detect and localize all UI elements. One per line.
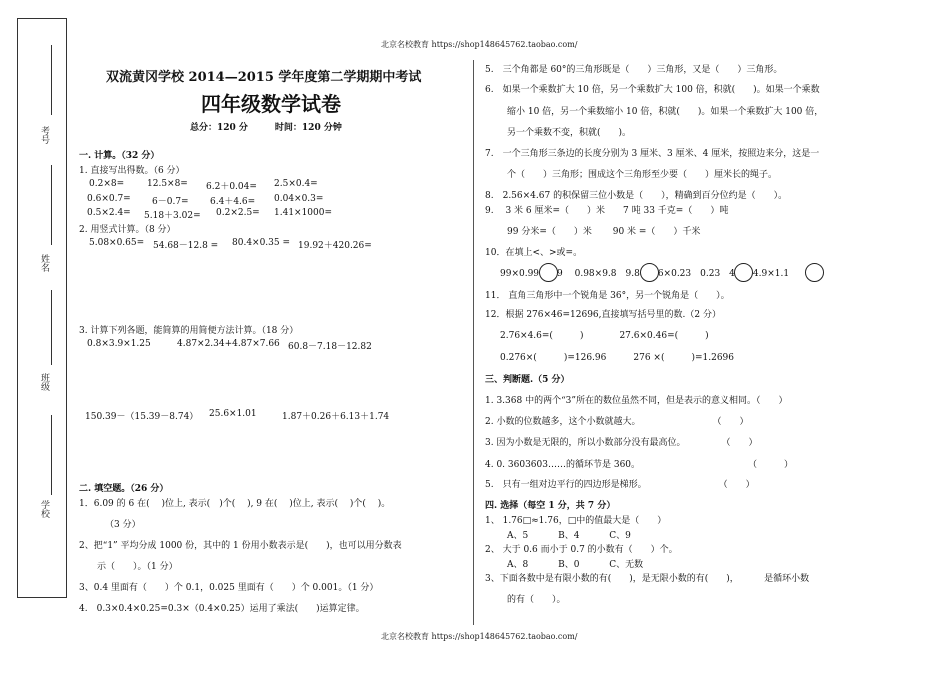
- side-line-2: [51, 165, 52, 245]
- school-title: 双流黄冈学校 2014—2015 学年度第二学期期中考试: [106, 70, 422, 85]
- fill-q6b: 缩小 10 倍，另一个乘数缩小 10 倍，积就( )。如果一个乘数扩大 100 倍，: [507, 107, 824, 117]
- side-name: 姓名: [39, 254, 49, 272]
- sec2-q2a: 2、把“1” 平均分成 1000 份，其中的 1 份用小数表示是( )，也可以用分数表: [79, 541, 402, 551]
- fill-q7a: 7. 一个三角形三条边的长度分别为 3 厘米、3 厘米、4 厘米，按照边来分，这是一: [485, 149, 820, 159]
- sec2-q4: 4. 0.3×0.4×0.25=0.3×（0.4×0.25）运用了乘法( )运算定律。: [79, 604, 365, 614]
- side-line-3: [51, 290, 52, 365]
- list-item: 0.6×0.7=: [87, 194, 131, 204]
- side-class: 班级: [39, 373, 49, 391]
- sec2-q2b: 示（ ）。（1 分）: [97, 562, 178, 572]
- list-item: 54.68－12.8 =: [153, 241, 219, 251]
- exam-meta: 总分：120 分 时间：120 分钟: [190, 123, 342, 133]
- side-line-4: [51, 415, 52, 495]
- side-exam-no: 考号: [39, 126, 49, 144]
- list-item: 80.4×0.35 =: [232, 238, 291, 248]
- list-item: 25.6×1.01: [209, 409, 257, 419]
- judge-1: 1. 3.368 中的两个“3”所在的数位虽然不同，但是表示的意义相同。（ ）: [485, 396, 788, 406]
- judge-5: 5. 只有一组对边平行的四边形是梯形。 （ ）: [485, 480, 755, 490]
- list-item: 4.87×2.34+4.87×7.66: [177, 339, 280, 349]
- choice-3b: 的有（ ）。: [507, 595, 566, 605]
- list-item: 6.4＋4.6=: [210, 197, 256, 207]
- choice-1-options: A、5 B、4 C、9: [507, 531, 631, 541]
- fill-q5: 5. 三个角都是 60°的三角形既是（ ）三角形，又是（ ）三角形。: [485, 65, 783, 75]
- choice-2-options: A、8 B、0 C、无数: [507, 560, 644, 570]
- page-title: 四年级数学试卷: [201, 92, 341, 116]
- compare-circle-2[interactable]: [640, 263, 659, 282]
- list-item: 0.04×0.3=: [274, 194, 324, 204]
- sec2-q1b: （3 分）: [105, 520, 141, 530]
- page-header: 北京名校教育 https://shop148645762.taobao.com/: [381, 40, 578, 49]
- sec2-heading: 二. 填空题。（26 分）: [79, 484, 169, 494]
- side-line-1: [51, 45, 52, 115]
- compare-circle-1[interactable]: [539, 263, 558, 282]
- sec2-q3: 3、0.4 里面有（ ）个 0.1，0.025 里面有（ ）个 0.001。（1 分）: [79, 583, 379, 593]
- choice-3a: 3、下面各数中是有限小数的有( )，是无限小数的有( )， 是循环小数: [485, 574, 810, 584]
- sec4-heading: 四. 选择（每空 1 分，共 7 分）: [485, 501, 616, 511]
- fill-q12-row1: 2.76×4.6=( ) 27.6×0.46=( ): [500, 331, 709, 341]
- choice-2: 2、 大于 0.6 而小于 0.7 的小数有（ ）个。: [485, 545, 678, 555]
- fill-q8: 8. 2.56×4.67 的积保留三位小数是（ ），精确到百分位约是（ ）。: [485, 191, 788, 201]
- list-item: 12.5×8=: [147, 179, 188, 189]
- sec1-q1: 1. 直接写出得数。（6 分）: [79, 166, 185, 176]
- fill-q10: 10．在填上<、>或=。: [485, 248, 583, 258]
- side-school: 学校: [39, 500, 49, 518]
- sec3-heading: 三、判断题.（5 分）: [485, 375, 570, 385]
- list-item: 0.2×2.5=: [216, 208, 260, 218]
- fill-q7b: 个（ ）三角形；围成这个三角形至少要（ ）厘米长的绳子。: [507, 170, 778, 180]
- list-item: 0.5×2.4=: [87, 208, 131, 218]
- sec1-heading: 一. 计算。（32 分）: [79, 151, 160, 161]
- sec1-q2: 2. 用竖式计算。（8 分）: [79, 225, 176, 235]
- list-item: 5.18＋3.02=: [144, 211, 201, 221]
- sec2-q1a: 1．6.09 的 6 在( )位上, 表示( )个( ), 9 在( )位上, 表示( )个( )。: [79, 499, 391, 509]
- list-item: 0.8×3.9×1.25: [87, 339, 151, 349]
- choice-1: 1、 1.76□≈1.76，□中的值最大是（ ）: [485, 516, 667, 526]
- fill-q11: 11． 直角三角形中一个锐角是 36°，另一个锐角是（ ）。: [485, 291, 730, 301]
- fill-q6c: 另一个乘数不变，积就( )。: [507, 128, 632, 138]
- fill-q10-row: 99×0.99 9 0.98×9.8 9.8 6×0.23 0.23 4 4.9×1.1: [500, 269, 790, 279]
- sec1-q3: 3. 计算下列各题，能简算的用简便方法计算。（18 分）: [79, 326, 299, 336]
- compare-circle-3[interactable]: [734, 263, 753, 282]
- list-item: 6.2＋0.04=: [206, 182, 257, 192]
- judge-3: 3. 因为小数是无限的，所以小数部分没有最高位。 （ ）: [485, 438, 758, 448]
- list-item: 6－0.7=: [152, 197, 189, 207]
- list-item: 0.2×8=: [89, 179, 125, 189]
- list-item: 19.92＋420.26=: [298, 241, 372, 251]
- fill-q12: 12．根据 276×46=12696,直接填写括号里的数.（2 分）: [485, 310, 721, 320]
- column-divider: [473, 60, 474, 625]
- list-item: 150.39－（15.39－8.74）: [85, 412, 199, 422]
- judge-4: 4. 0. 3603603……的循环节是 360。 （ ）: [485, 460, 794, 470]
- page-footer: 北京名校教育 https://shop148645762.taobao.com/: [381, 632, 578, 641]
- fill-q6a: 6. 如果一个乘数扩大 10 倍，另一个乘数扩大 100 倍，积就( )。如果一个乘数: [485, 85, 820, 95]
- fill-q9a: 9. 3 米 6 厘米=（ ）米 7 吨 33 千克=（ ）吨: [485, 206, 729, 216]
- judge-2: 2. 小数的位数越多，这个小数就越大。 （ ）: [485, 417, 749, 427]
- list-item: 60.8－7.18－12.82: [288, 342, 372, 352]
- list-item: 1.41×1000=: [274, 208, 333, 218]
- list-item: 2.5×0.4=: [274, 179, 318, 189]
- fill-q12-row2: 0.276×( )=126.96 276 ×( )=1.2696: [500, 353, 734, 363]
- list-item: 1.87＋0.26＋6.13＋1.74: [282, 412, 390, 422]
- fill-q9b: 99 分米=（ ）米 90 米 =（ ）千米: [507, 227, 701, 237]
- list-item: 5.08×0.65=: [89, 238, 145, 248]
- compare-circle-4[interactable]: [805, 263, 824, 282]
